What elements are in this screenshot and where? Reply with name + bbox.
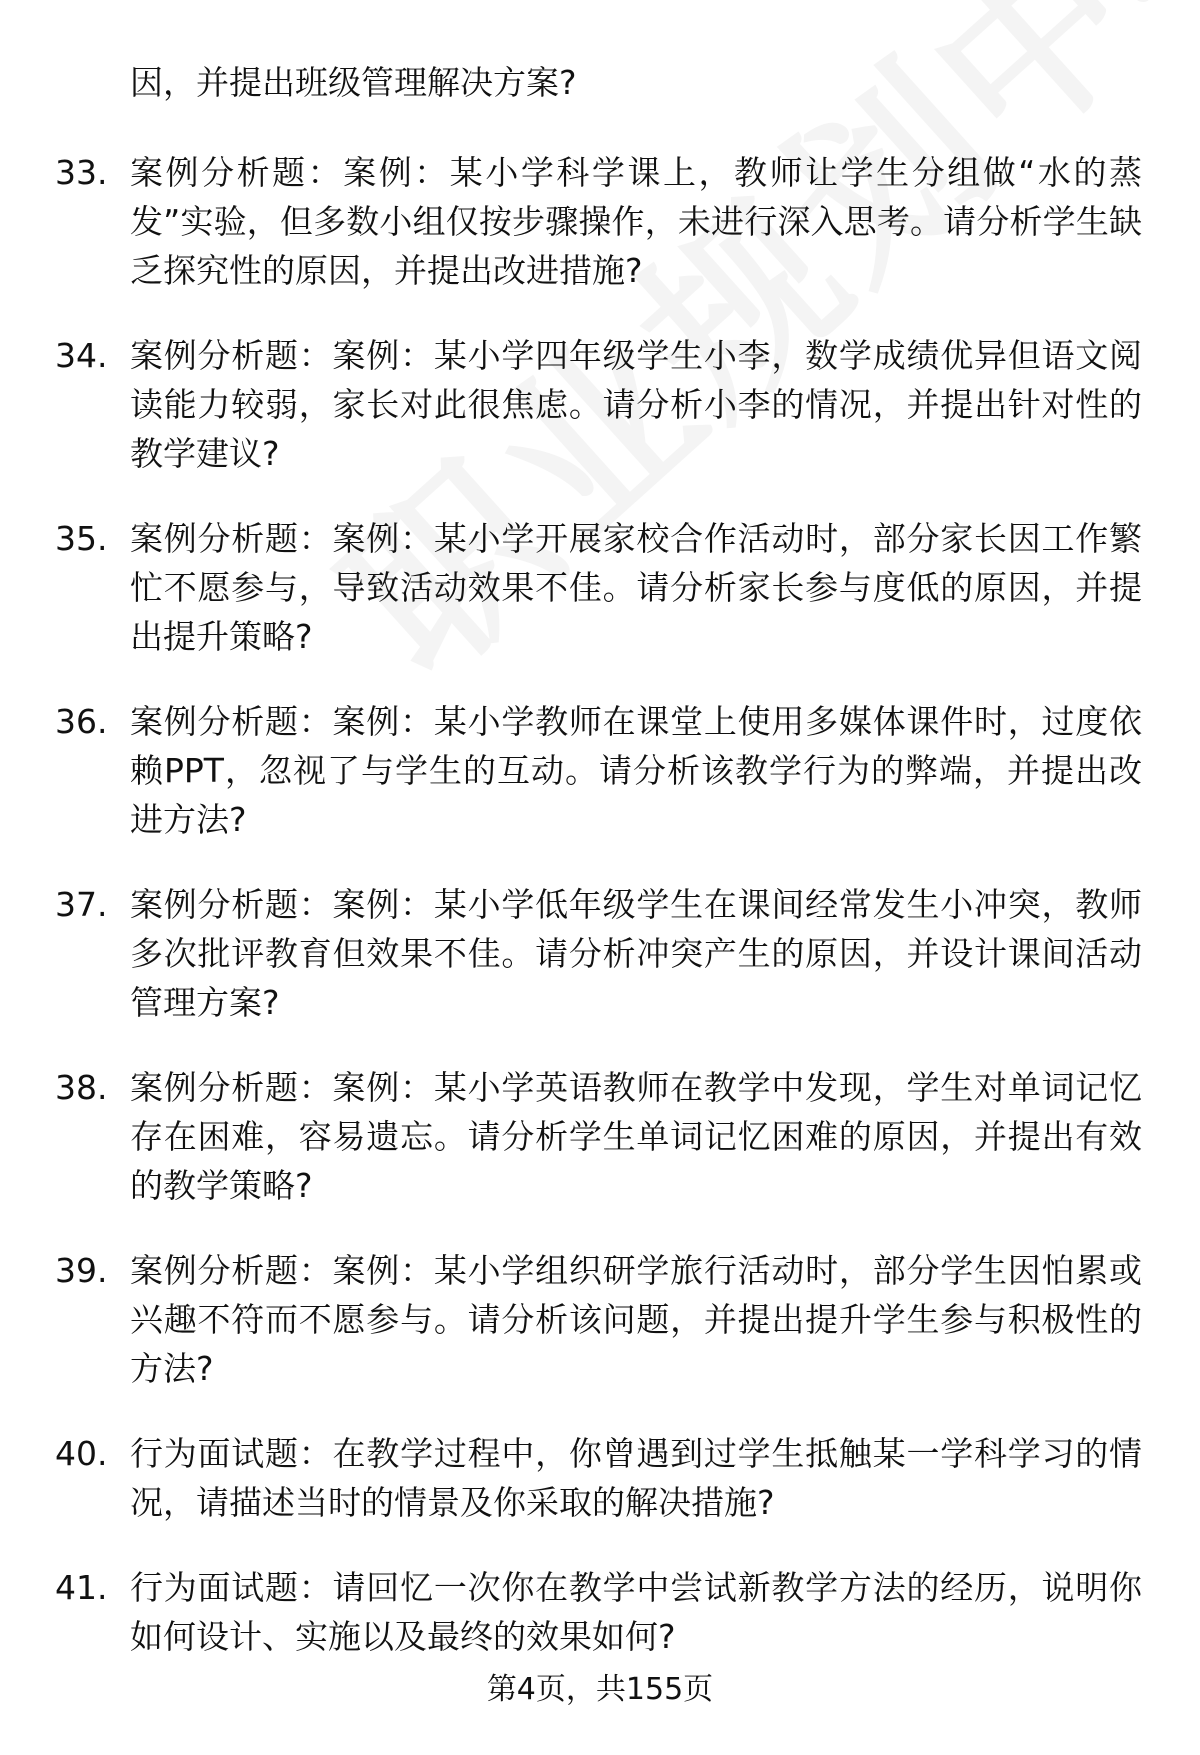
question-number: 38.: [55, 1068, 108, 1107]
question-item: [0, 331, 1200, 514]
question-list: [0, 148, 1200, 1697]
question-text: 案例分析题：案例：某小学组织研学旅行活动时，部分学生因怕累或兴趣不符而不愿参与。请分析该问题，并提出提升学生参与积极性的方法?: [130, 1251, 1142, 1388]
question-text: 案例分析题：案例：某小学低年级学生在课间经常发生小冲突，教师多次批评教育但效果不佳。请分析冲突产生的原因，并设计课间活动管理方案?: [130, 885, 1142, 1022]
question-text: 案例分析题：案例：某小学四年级学生小李，数学成绩优异但语文阅读能力较弱，家长对此很焦虑。请分析小李的情况，并提出针对性的教学建议?: [130, 336, 1142, 473]
question-text: 案例分析题：案例：某小学科学课上，教师让学生分组做“水的蒸发”实验，但多数小组仅按步骤操作，未进行深入思考。请分析学生缺乏探究性的原因，并提出改进措施?: [130, 153, 1142, 290]
question-text: 案例分析题：案例：某小学英语教师在教学中发现，学生对单词记忆存在困难，容易遗忘。请分析学生单词记忆困难的原因，并提出有效的教学策略?: [130, 1068, 1142, 1205]
question-number: 35.: [55, 519, 108, 558]
question-number: 37.: [55, 885, 108, 924]
question-item: [0, 697, 1200, 880]
question-item: [0, 1246, 1200, 1429]
question-item: [0, 148, 1200, 331]
question-text: 行为面试题：请回忆一次你在教学中尝试新教学方法的经历，说明你如何设计、实施以及最终的效果如何?: [130, 1568, 1142, 1656]
question-number: 34.: [55, 336, 108, 375]
question-item: [0, 1063, 1200, 1246]
question-number: 33.: [55, 153, 108, 192]
question-item: [0, 880, 1200, 1063]
question-text: 行为面试题：在教学过程中，你曾遇到过学生抵触某一学科学习的情况，请描述当时的情景及你采取的解决措施?: [130, 1434, 1142, 1522]
question-number: 41.: [55, 1568, 108, 1607]
question-text: 案例分析题：案例：某小学开展家校合作活动时，部分家长因工作繁忙不愿参与，导致活动效果不佳。请分析家长参与度低的原因，并提出提升策略?: [130, 519, 1142, 656]
question-item: [0, 514, 1200, 697]
question-continuation: 因，并提出班级管理解决方案?: [130, 63, 577, 102]
question-item: [0, 1429, 1200, 1563]
question-number: 39.: [55, 1251, 108, 1290]
question-number: 40.: [55, 1434, 108, 1473]
question-number: 36.: [55, 702, 108, 741]
page-footer: 第4页，共155页: [486, 1672, 714, 1707]
question-text: 案例分析题：案例：某小学教师在课堂上使用多媒体课件时，过度依赖PPT，忽视了与学生的互动。请分析该教学行为的弊端，并提出改进方法?: [130, 702, 1142, 839]
